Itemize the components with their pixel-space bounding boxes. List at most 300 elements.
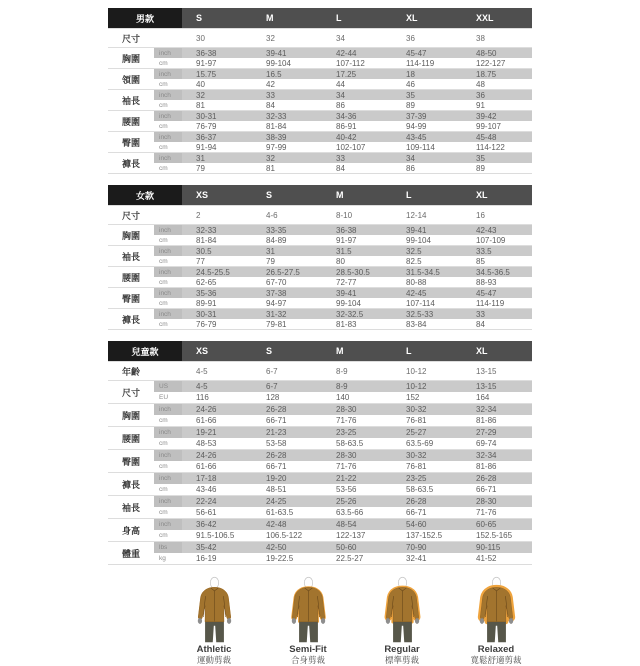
value-cell: 122-127 — [462, 58, 532, 69]
value-cell: 48-51 — [252, 484, 322, 496]
value-cell: 33 — [322, 153, 392, 164]
row-label: 年齡 — [108, 362, 154, 381]
table-row — [108, 309, 532, 320]
size-column-header: XS — [182, 341, 252, 362]
womens-size-table — [108, 185, 532, 330]
table-row — [108, 163, 532, 174]
row-label: 褲長 — [108, 473, 154, 496]
row-label: 尺寸 — [108, 29, 154, 48]
value-cell: 35-42 — [182, 542, 252, 554]
size-column-header: L — [322, 8, 392, 29]
row-label: 臀圍 — [108, 132, 154, 153]
unit-label: US — [154, 381, 182, 393]
value-cell: 36-38 — [182, 48, 252, 59]
table-category-header: 女款 — [108, 185, 182, 206]
value-cell: 21-23 — [252, 427, 322, 439]
size-column-header: M — [322, 185, 392, 206]
size-column-header: L — [392, 341, 462, 362]
unit-label: kg — [154, 553, 182, 565]
value-cell: 30-32 — [392, 404, 462, 416]
value-cell: 36-38 — [322, 225, 392, 236]
unit-label: inch — [154, 450, 182, 462]
unit-label: cm — [154, 484, 182, 496]
table-row — [108, 142, 532, 153]
value-cell: 39-42 — [462, 111, 532, 122]
value-cell: 8-10 — [322, 206, 392, 225]
value-cell: 128 — [252, 392, 322, 404]
value-cell: 26-28 — [252, 404, 322, 416]
relaxed-fit-figure-icon — [467, 576, 526, 644]
table-row — [108, 277, 532, 288]
value-cell: 30 — [182, 29, 252, 48]
value-cell: 32-41 — [392, 553, 462, 565]
unit-label: inch — [154, 267, 182, 278]
value-cell: 97-99 — [252, 142, 322, 153]
row-label: 腰圍 — [108, 427, 154, 450]
value-cell: 4-6 — [252, 206, 322, 225]
value-cell: 42-45 — [392, 288, 462, 299]
value-cell: 48 — [462, 79, 532, 90]
value-cell: 6-7 — [252, 381, 322, 393]
row-label: 領圍 — [108, 69, 154, 90]
table-row — [108, 530, 532, 542]
value-cell: 63.5-69 — [392, 438, 462, 450]
value-cell: 61-63.5 — [252, 507, 322, 519]
value-cell: 26-28 — [392, 496, 462, 508]
value-cell: 31.5-34.5 — [392, 267, 462, 278]
value-cell: 26-28 — [252, 450, 322, 462]
value-cell: 88-93 — [462, 277, 532, 288]
value-cell: 91-97 — [182, 58, 252, 69]
unit-label: inch — [154, 246, 182, 257]
value-cell: 66-71 — [252, 415, 322, 427]
table-row — [108, 438, 532, 450]
table-row — [108, 246, 532, 257]
value-cell: 137-152.5 — [392, 530, 462, 542]
value-cell: 114-119 — [392, 58, 462, 69]
table-row — [108, 29, 532, 48]
value-cell: 39-41 — [252, 48, 322, 59]
value-cell: 43-46 — [182, 484, 252, 496]
value-cell: 71-76 — [322, 461, 392, 473]
unit-label — [154, 362, 182, 381]
value-cell: 81-83 — [322, 319, 392, 330]
value-cell: 32 — [252, 29, 322, 48]
unit-label: inch — [154, 473, 182, 485]
value-cell: 4-5 — [182, 381, 252, 393]
value-cell: 32-34 — [462, 450, 532, 462]
value-cell: 28-30 — [322, 404, 392, 416]
value-cell: 84 — [322, 163, 392, 174]
value-cell: 33.5 — [462, 246, 532, 257]
value-cell: 67-70 — [252, 277, 322, 288]
value-cell: 13-15 — [462, 381, 532, 393]
value-cell: 48-50 — [462, 48, 532, 59]
value-cell: 36-42 — [182, 519, 252, 531]
value-cell: 39-41 — [392, 225, 462, 236]
value-cell: 34 — [322, 90, 392, 101]
value-cell: 6-7 — [252, 362, 322, 381]
value-cell: 15.75 — [182, 69, 252, 80]
unit-label: cm — [154, 298, 182, 309]
unit-label: cm — [154, 277, 182, 288]
size-column-header: M — [322, 341, 392, 362]
value-cell: 24-26 — [182, 404, 252, 416]
value-cell: 152.5-165 — [462, 530, 532, 542]
value-cell: 36 — [462, 90, 532, 101]
table-row — [108, 235, 532, 246]
value-cell: 32 — [252, 153, 322, 164]
unit-label: inch — [154, 69, 182, 80]
value-cell: 35 — [462, 153, 532, 164]
value-cell: 10-12 — [392, 381, 462, 393]
value-cell: 99-107 — [462, 121, 532, 132]
value-cell: 37-39 — [392, 111, 462, 122]
value-cell: 8-9 — [322, 362, 392, 381]
unit-label: cm — [154, 438, 182, 450]
table-row — [108, 519, 532, 531]
value-cell: 33 — [252, 90, 322, 101]
value-cell: 91-94 — [182, 142, 252, 153]
value-cell: 16 — [462, 206, 532, 225]
unit-label: inch — [154, 519, 182, 531]
unit-label: inch — [154, 309, 182, 320]
value-cell: 66-71 — [462, 484, 532, 496]
value-cell: 36 — [392, 29, 462, 48]
row-label: 胸圍 — [108, 404, 154, 427]
value-cell: 18 — [392, 69, 462, 80]
fit-name-en: Athletic — [196, 644, 232, 655]
row-label: 褲長 — [108, 153, 154, 174]
value-cell: 36-37 — [182, 132, 252, 143]
value-cell: 25-27 — [392, 427, 462, 439]
size-column-header: XS — [182, 185, 252, 206]
value-cell: 23-25 — [392, 473, 462, 485]
mens-size-table — [108, 8, 532, 174]
value-cell: 18.75 — [462, 69, 532, 80]
value-cell: 45-48 — [462, 132, 532, 143]
value-cell: 56-61 — [182, 507, 252, 519]
value-cell: 76-79 — [182, 319, 252, 330]
unit-label: inch — [154, 132, 182, 143]
table-category-header: 兒童款 — [108, 341, 182, 362]
row-label: 體重 — [108, 542, 154, 565]
value-cell: 30.5 — [182, 246, 252, 257]
value-cell: 23-25 — [322, 427, 392, 439]
value-cell: 77 — [182, 256, 252, 267]
value-cell: 94-99 — [392, 121, 462, 132]
value-cell: 42-48 — [252, 519, 322, 531]
value-cell: 89 — [462, 163, 532, 174]
row-label: 腰圍 — [108, 111, 154, 132]
value-cell: 81 — [252, 163, 322, 174]
unit-label: inch — [154, 48, 182, 59]
value-cell: 16-19 — [182, 553, 252, 565]
fit-option-relaxed — [460, 576, 532, 666]
value-cell: 31 — [252, 246, 322, 257]
value-cell: 81-84 — [182, 235, 252, 246]
value-cell: 32.5 — [392, 246, 462, 257]
row-label: 袖長 — [108, 496, 154, 519]
value-cell: 71-76 — [322, 415, 392, 427]
value-cell: 27-29 — [462, 427, 532, 439]
value-cell: 40-42 — [322, 132, 392, 143]
value-cell: 58-63.5 — [392, 484, 462, 496]
fit-name-en: Semi-Fit — [289, 644, 327, 655]
unit-label: cm — [154, 142, 182, 153]
table-row — [108, 267, 532, 278]
value-cell: 81-86 — [462, 461, 532, 473]
size-column-header: XL — [462, 341, 532, 362]
row-label: 袖長 — [108, 246, 154, 267]
value-cell: 35-36 — [182, 288, 252, 299]
table-row — [108, 132, 532, 143]
table-row — [108, 90, 532, 101]
value-cell: 80 — [322, 256, 392, 267]
value-cell: 99-104 — [252, 58, 322, 69]
value-cell: 37-38 — [252, 288, 322, 299]
value-cell: 13-15 — [462, 362, 532, 381]
value-cell: 83-84 — [392, 319, 462, 330]
table-row — [108, 461, 532, 473]
value-cell: 46 — [392, 79, 462, 90]
row-label: 身高 — [108, 519, 154, 542]
value-cell: 26-28 — [462, 473, 532, 485]
value-cell: 50-60 — [322, 542, 392, 554]
unit-label: cm — [154, 461, 182, 473]
value-cell: 2 — [182, 206, 252, 225]
value-cell: 58-63.5 — [322, 438, 392, 450]
value-cell: 84 — [252, 100, 322, 111]
unit-label: cm — [154, 58, 182, 69]
value-cell: 30-31 — [182, 111, 252, 122]
value-cell: 91 — [462, 100, 532, 111]
size-column-header: S — [252, 185, 322, 206]
table-row — [108, 392, 532, 404]
value-cell: 41-52 — [462, 553, 532, 565]
value-cell: 106.5-122 — [252, 530, 322, 542]
value-cell: 102-107 — [322, 142, 392, 153]
table-row — [108, 288, 532, 299]
value-cell: 39-41 — [322, 288, 392, 299]
unit-label: inch — [154, 404, 182, 416]
table-row — [108, 362, 532, 381]
value-cell: 48-53 — [182, 438, 252, 450]
value-cell: 71-76 — [462, 507, 532, 519]
fit-option-semi-fit — [272, 576, 344, 666]
table-row — [108, 48, 532, 59]
value-cell: 122-137 — [322, 530, 392, 542]
value-cell: 32-32.5 — [322, 309, 392, 320]
fit-name-zh: 合身剪裁 — [290, 655, 325, 665]
value-cell: 38 — [462, 29, 532, 48]
table-row — [108, 121, 532, 132]
value-cell: 42-50 — [252, 542, 322, 554]
athletic-fit-figure-icon — [185, 576, 244, 644]
unit-label: cm — [154, 235, 182, 246]
unit-label: inch — [154, 427, 182, 439]
value-cell: 33-35 — [252, 225, 322, 236]
table-row — [108, 100, 532, 111]
value-cell: 42-43 — [462, 225, 532, 236]
row-label: 胸圍 — [108, 225, 154, 246]
value-cell: 34-36 — [322, 111, 392, 122]
value-cell: 107-114 — [392, 298, 462, 309]
value-cell: 91.5-106.5 — [182, 530, 252, 542]
value-cell: 31-32 — [252, 309, 322, 320]
value-cell: 94-97 — [252, 298, 322, 309]
value-cell: 91-97 — [322, 235, 392, 246]
table-row — [108, 153, 532, 164]
table-row — [108, 319, 532, 330]
fit-name-zh: 運動剪裁 — [196, 655, 231, 665]
value-cell: 28.5-30.5 — [322, 267, 392, 278]
value-cell: 79 — [182, 163, 252, 174]
row-label: 腰圍 — [108, 267, 154, 288]
value-cell: 84 — [462, 319, 532, 330]
unit-label: inch — [154, 225, 182, 236]
value-cell: 44 — [322, 79, 392, 90]
value-cell: 109-114 — [392, 142, 462, 153]
value-cell: 24-25 — [252, 496, 322, 508]
value-cell: 89-91 — [182, 298, 252, 309]
value-cell: 45-47 — [462, 288, 532, 299]
kids-size-table — [108, 341, 532, 565]
value-cell: 43-45 — [392, 132, 462, 143]
value-cell: 86 — [392, 163, 462, 174]
value-cell: 38-39 — [252, 132, 322, 143]
table-row — [108, 450, 532, 462]
regular-fit-figure-icon — [373, 576, 432, 644]
value-cell: 24.5-25.5 — [182, 267, 252, 278]
value-cell: 31 — [182, 153, 252, 164]
value-cell: 54-60 — [392, 519, 462, 531]
table-row — [108, 111, 532, 122]
value-cell: 28-30 — [322, 450, 392, 462]
value-cell: 114-119 — [462, 298, 532, 309]
value-cell: 40 — [182, 79, 252, 90]
table-row — [108, 225, 532, 236]
fit-option-athletic — [178, 576, 250, 666]
row-label: 臀圍 — [108, 450, 154, 473]
unit-label: cm — [154, 100, 182, 111]
value-cell: 63.5-66 — [322, 507, 392, 519]
value-cell: 79 — [252, 256, 322, 267]
fit-option-regular — [366, 576, 438, 666]
unit-label: EU — [154, 392, 182, 404]
value-cell: 26.5-27.5 — [252, 267, 322, 278]
value-cell: 84-89 — [252, 235, 322, 246]
value-cell: 48-54 — [322, 519, 392, 531]
value-cell: 22.5-27 — [322, 553, 392, 565]
table-row — [108, 79, 532, 90]
value-cell: 21-22 — [322, 473, 392, 485]
value-cell: 8-9 — [322, 381, 392, 393]
table-row — [108, 58, 532, 69]
value-cell: 32-33 — [252, 111, 322, 122]
table-row — [108, 256, 532, 267]
unit-label: lbs — [154, 542, 182, 554]
unit-label: inch — [154, 496, 182, 508]
size-column-header: L — [392, 185, 462, 206]
row-label: 臀圍 — [108, 288, 154, 309]
unit-label: cm — [154, 415, 182, 427]
value-cell: 17-18 — [182, 473, 252, 485]
size-column-header: XXL — [462, 8, 532, 29]
unit-label — [154, 29, 182, 48]
value-cell: 76-79 — [182, 121, 252, 132]
value-cell: 35 — [392, 90, 462, 101]
value-cell: 85 — [462, 256, 532, 267]
unit-label: cm — [154, 256, 182, 267]
table-row — [108, 381, 532, 393]
table-row — [108, 415, 532, 427]
value-cell: 17.25 — [322, 69, 392, 80]
value-cell: 30-31 — [182, 309, 252, 320]
value-cell: 53-58 — [252, 438, 322, 450]
table-row — [108, 206, 532, 225]
table-row — [108, 496, 532, 508]
value-cell: 32-33 — [182, 225, 252, 236]
table-row — [108, 553, 532, 565]
row-label: 胸圍 — [108, 48, 154, 69]
table-row — [108, 473, 532, 485]
value-cell: 86-91 — [322, 121, 392, 132]
unit-label: cm — [154, 507, 182, 519]
value-cell: 107-112 — [322, 58, 392, 69]
value-cell: 80-88 — [392, 277, 462, 288]
value-cell: 60-65 — [462, 519, 532, 531]
unit-label: inch — [154, 111, 182, 122]
fit-name-zh: 標準剪裁 — [384, 655, 419, 665]
value-cell: 10-12 — [392, 362, 462, 381]
row-label: 袖長 — [108, 90, 154, 111]
table-row — [108, 484, 532, 496]
fit-name-en: Relaxed — [477, 644, 515, 655]
size-column-header: S — [182, 8, 252, 29]
row-label: 尺寸 — [108, 206, 154, 225]
value-cell: 42 — [252, 79, 322, 90]
table-row — [108, 427, 532, 439]
value-cell: 72-77 — [322, 277, 392, 288]
row-label: 尺寸 — [108, 381, 154, 404]
value-cell: 45-47 — [392, 48, 462, 59]
value-cell: 34.5-36.5 — [462, 267, 532, 278]
value-cell: 66-71 — [252, 461, 322, 473]
value-cell: 34 — [392, 153, 462, 164]
table-row — [108, 69, 532, 80]
value-cell: 34 — [322, 29, 392, 48]
value-cell: 24-26 — [182, 450, 252, 462]
table-row — [108, 542, 532, 554]
value-cell: 61-66 — [182, 461, 252, 473]
value-cell: 12-14 — [392, 206, 462, 225]
value-cell: 4-5 — [182, 362, 252, 381]
size-column-header: M — [252, 8, 322, 29]
value-cell: 140 — [322, 392, 392, 404]
table-row — [108, 507, 532, 519]
value-cell: 89 — [392, 100, 462, 111]
fit-name-en: Regular — [384, 644, 420, 655]
row-label: 褲長 — [108, 309, 154, 330]
unit-label: cm — [154, 121, 182, 132]
fit-name-zh: 寬鬆舒適剪裁 — [470, 655, 522, 665]
value-cell: 99-104 — [322, 298, 392, 309]
value-cell: 86 — [322, 100, 392, 111]
value-cell: 30-32 — [392, 450, 462, 462]
value-cell: 82.5 — [392, 256, 462, 267]
value-cell: 31.5 — [322, 246, 392, 257]
